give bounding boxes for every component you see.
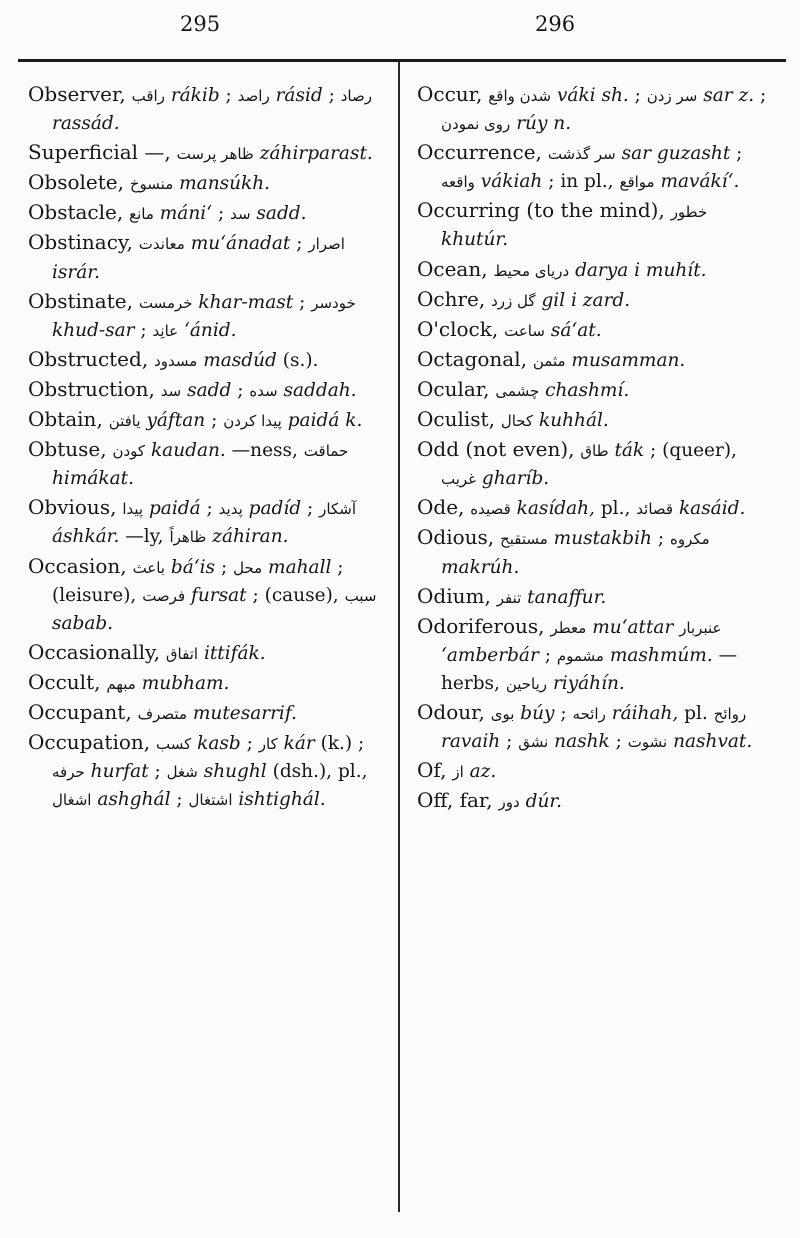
persian-script: محل — [233, 558, 263, 577]
persian-script: مستقبح — [500, 530, 548, 549]
transliteration: khutúr. — [441, 229, 509, 251]
headword: Odious, — [417, 525, 495, 550]
headword: Occasion, — [28, 553, 127, 578]
transliteration: mashmúm. — [609, 644, 713, 666]
transliteration: riyáhín. — [552, 672, 625, 694]
persian-script: ظاهراً — [169, 528, 207, 547]
dictionary-entry — [417, 786, 767, 816]
transliteration: rásid — [275, 85, 323, 106]
entry-text: ; — [237, 379, 244, 401]
dictionary-entry — [417, 255, 767, 285]
persian-script: گل زرد — [491, 291, 536, 310]
transliteration: sadd — [187, 379, 232, 401]
transliteration: sar guzasht — [621, 143, 731, 165]
dictionary-entry — [417, 80, 767, 138]
headword: Obtuse, — [28, 437, 107, 462]
headword: Obstacle, — [28, 200, 124, 225]
transliteration: áshkár. — [52, 526, 120, 548]
persian-script: پيدا — [122, 500, 144, 519]
transliteration: tanaffur. — [527, 586, 607, 608]
entry-text: ; — [206, 498, 213, 520]
persian-script: معاندت — [138, 235, 185, 254]
persian-script: از — [452, 763, 464, 782]
transliteration: chashmí. — [545, 379, 630, 401]
transliteration: bá‘is — [170, 556, 216, 578]
headword: Superficial —, — [28, 140, 171, 165]
transliteration: khar-mast — [198, 291, 294, 313]
dictionary-entry — [417, 345, 767, 375]
persian-script: تنفر — [496, 588, 522, 607]
persian-script: شدن واقع — [488, 87, 552, 105]
entry-text: ; — [544, 644, 551, 666]
transliteration: kaudan. — [150, 440, 226, 462]
dictionary-entry — [417, 405, 767, 435]
persian-script: حماقت — [303, 442, 349, 461]
transliteration: az. — [469, 761, 497, 783]
transliteration: himákat. — [52, 468, 134, 490]
dictionary-entry — [417, 756, 767, 786]
transliteration: hurfat — [90, 761, 149, 783]
transliteration: shughl — [203, 761, 267, 783]
dictionary-entry — [28, 668, 378, 698]
transliteration: mu‘attar — [592, 616, 674, 638]
transliteration: mutesarrif. — [192, 702, 297, 724]
transliteration: mavákí‘. — [660, 171, 740, 193]
persian-script: خرمست — [138, 293, 193, 312]
entry-text: ; — [328, 85, 335, 106]
headword: Oculist, — [417, 407, 495, 432]
transliteration: kasáid. — [678, 498, 746, 520]
transliteration: záhirparast. — [259, 143, 373, 165]
column-divider — [398, 62, 400, 1212]
headword: Odoriferous, — [417, 613, 545, 638]
transliteration: búy — [520, 702, 555, 724]
headword: Obstinate, — [28, 288, 133, 313]
entry-text: ; — [140, 319, 147, 341]
transliteration: musamman. — [571, 349, 686, 371]
entry-text: ; — [225, 85, 232, 106]
dictionary-entry — [417, 612, 767, 698]
transliteration: ‘amberbár — [441, 644, 539, 666]
transliteration: kuhhál. — [539, 410, 609, 432]
dictionary-entry — [28, 493, 378, 551]
headword: Obsolete, — [28, 170, 124, 195]
dictionary-entry — [28, 80, 378, 138]
persian-script: شغل — [166, 763, 198, 782]
persian-script: نشوت — [627, 733, 668, 752]
entry-text: (s.). — [282, 349, 319, 371]
entry-text: ; (leisure), — [52, 556, 344, 606]
headword: Obstructed, — [28, 346, 149, 371]
transliteration: ittifák. — [203, 642, 266, 664]
persian-script: قصيده — [470, 500, 511, 519]
transliteration: padíd — [248, 498, 302, 520]
transliteration: záhiran. — [212, 526, 289, 548]
persian-script: چشمى — [495, 381, 540, 400]
dictionary-entry — [417, 196, 767, 254]
transliteration: mu‘ánadat — [190, 233, 291, 255]
transliteration: fursat — [191, 584, 247, 606]
entry-text: ; — [307, 498, 314, 520]
transliteration: máni‘ — [159, 203, 213, 225]
persian-script: خودسر — [311, 293, 356, 312]
dictionary-entry — [28, 228, 378, 286]
entry-text: ; — [615, 731, 622, 753]
persian-script: دور — [498, 793, 520, 812]
entry-text: ; — [246, 733, 253, 755]
headword: Occasionally, — [28, 639, 161, 664]
transliteration: darya i muhít. — [575, 259, 707, 281]
persian-script: واقعه — [441, 173, 475, 192]
headword: Observer, — [28, 82, 126, 106]
persian-script: سد — [160, 381, 182, 400]
page-number-left: 295 — [180, 12, 221, 36]
transliteration: sá‘at. — [550, 319, 602, 341]
transliteration: vákiah — [480, 171, 543, 193]
persian-script: ظاهر پرست — [176, 145, 254, 164]
headword: Obstinacy, — [28, 230, 133, 255]
headword: Obvious, — [28, 495, 117, 520]
headword: Occurrence, — [417, 140, 542, 165]
left-column — [28, 80, 378, 814]
transliteration: nashvat. — [673, 731, 753, 753]
transliteration: ráihah, — [611, 702, 679, 724]
persian-script: اصرار — [308, 235, 345, 254]
dictionary-entry — [417, 582, 767, 612]
persian-script: راقب — [131, 87, 165, 105]
entry-text: ; — [657, 528, 665, 550]
headword: Odium, — [417, 583, 491, 608]
transliteration: mahall — [268, 556, 332, 578]
persian-script: قصائد — [636, 500, 674, 519]
persian-script: عنبربار — [679, 618, 722, 637]
entry-text: ; — [220, 556, 228, 578]
dictionary-entry — [417, 285, 767, 315]
transliteration: rúy n. — [516, 113, 572, 135]
transliteration: paidá — [148, 498, 201, 520]
transliteration: gharíb. — [481, 468, 550, 490]
persian-script: فرصت — [142, 586, 186, 605]
persian-script: پديد — [218, 500, 243, 519]
entry-text: —ly, — [125, 526, 164, 548]
persian-script: عانِد — [152, 321, 179, 340]
persian-script: نشق — [518, 733, 549, 752]
persian-script: منسوخ — [129, 175, 174, 194]
entry-text: (dsh.), pl., — [272, 761, 368, 783]
dictionary-entry — [28, 552, 378, 638]
headword: Obstruction, — [28, 376, 155, 401]
headword: Of, — [417, 758, 447, 783]
entry-text: — herbs, — [441, 644, 738, 694]
persian-script: معطر — [550, 618, 587, 637]
transliteration: isrár. — [52, 261, 100, 283]
headword: Occupation, — [28, 730, 151, 755]
persian-script: ساعت — [504, 321, 545, 340]
persian-script: مانع — [129, 205, 154, 224]
right-column — [417, 80, 767, 816]
dictionary-entry — [417, 435, 767, 493]
dictionary-entry — [28, 728, 378, 814]
transliteration: váki sh. — [556, 85, 629, 106]
persian-script: حرفه — [52, 763, 85, 782]
dictionary-entry — [28, 287, 378, 345]
persian-script: اتفاق — [165, 644, 199, 663]
entry-text: ; — [217, 203, 225, 225]
persian-script: روى نمودن — [441, 115, 511, 134]
persian-script: درياى محيط — [493, 261, 570, 280]
transliteration: kasídah, — [516, 498, 595, 520]
transliteration: rassád. — [52, 113, 120, 135]
entry-text: ; — [299, 291, 306, 313]
persian-script: مثمن — [532, 351, 566, 370]
persian-script: كحال — [500, 412, 534, 431]
transliteration: sar z. — [703, 85, 755, 106]
headword: Octagonal, — [417, 346, 527, 371]
persian-script: مكروه — [670, 530, 710, 549]
entry-text: ; — [560, 702, 567, 724]
transliteration: ashghál — [97, 789, 171, 811]
persian-script: اشغال — [52, 791, 92, 810]
dictionary-entry — [28, 168, 378, 198]
entry-text: ; — [296, 233, 303, 255]
headword: Occur, — [417, 82, 483, 106]
headword: Odour, — [417, 699, 485, 724]
persian-script: طاق — [580, 442, 609, 461]
transliteration: sadd. — [256, 203, 307, 225]
dictionary-entry — [417, 493, 767, 523]
transliteration: khud-sar — [52, 319, 135, 341]
page-number-right: 296 — [535, 12, 576, 36]
transliteration: ishtighál. — [238, 789, 326, 811]
dictionary-entry — [28, 375, 378, 405]
transliteration: rákib — [170, 85, 220, 106]
dictionary-entry — [417, 698, 767, 756]
transliteration: ravaih — [441, 731, 501, 753]
persian-script: سده — [249, 381, 278, 400]
transliteration: mustakbih — [553, 528, 652, 550]
entry-text: pl. — [684, 702, 708, 724]
headword: O'clock, — [417, 316, 499, 341]
transliteration: ták — [614, 440, 645, 462]
persian-script: كسب — [156, 735, 192, 754]
dictionary-entry — [417, 138, 767, 196]
transliteration: mansúkh. — [179, 173, 271, 195]
persian-script: آشكار — [319, 500, 356, 519]
persian-script: يافتن — [108, 412, 141, 431]
entry-text: ; — [211, 410, 218, 432]
transliteration: dúr. — [525, 791, 563, 813]
persian-script: غريب — [441, 470, 477, 489]
headword: Ocean, — [417, 256, 488, 281]
headword: Ochre, — [417, 286, 486, 311]
transliteration: paidá k. — [287, 410, 363, 432]
dictionary-entry — [28, 638, 378, 668]
dictionary-entry — [417, 375, 767, 405]
dictionary-entry — [417, 523, 767, 581]
headword: Ocular, — [417, 376, 490, 401]
persian-script: خطور — [670, 203, 708, 222]
transliteration: ‘ánid. — [184, 319, 237, 341]
headword: Occult, — [28, 669, 101, 694]
persian-script: بوى — [490, 704, 515, 723]
transliteration: sabab. — [52, 612, 114, 634]
persian-script: رائحه — [572, 704, 606, 723]
entry-text: ; — [154, 761, 161, 783]
entry-text: ; — [176, 789, 183, 811]
persian-script: سر زدن — [646, 87, 698, 105]
entry-text: pl., — [600, 498, 631, 520]
transliteration: saddah. — [283, 379, 357, 401]
transliteration: kasb — [197, 733, 241, 755]
persian-script: مشموم — [556, 646, 604, 665]
dictionary-entry — [417, 315, 767, 345]
entry-text: —ness, — [231, 440, 298, 462]
entry-text: ; — [760, 85, 767, 106]
transliteration: nashk — [554, 731, 610, 753]
header-rule — [18, 59, 786, 62]
entry-text: ; — [736, 143, 743, 165]
persian-script: كودن — [112, 442, 146, 461]
transliteration: kár — [283, 733, 315, 755]
persian-script: مبهم — [106, 674, 136, 693]
persian-script: سد — [230, 205, 251, 224]
persian-script: كار — [258, 735, 278, 754]
headword: Off, far, — [417, 788, 493, 813]
headword: Odd (not even), — [417, 437, 575, 462]
dictionary-entry — [28, 138, 378, 168]
persian-script: راصد — [237, 87, 270, 105]
transliteration: makrúh. — [441, 556, 520, 578]
dictionary-entry — [28, 198, 378, 228]
headword: Obtain, — [28, 407, 103, 432]
persian-script: مواقع — [619, 173, 655, 192]
transliteration: gil i zard. — [541, 289, 631, 311]
persian-script: مسدود — [154, 351, 198, 370]
entry-text: (k.) ; — [320, 733, 365, 755]
persian-script: اشتغال — [188, 791, 233, 810]
persian-script: پيدا كردن — [223, 412, 282, 431]
persian-script: سر گذشت — [547, 145, 616, 164]
dictionary-entry — [28, 405, 378, 435]
entry-text: ; in pl., — [548, 171, 614, 193]
headword: Ode, — [417, 495, 465, 520]
persian-script: روائح — [713, 704, 747, 723]
headword: Occupant, — [28, 699, 132, 724]
persian-script: متصرف — [137, 704, 187, 723]
entry-text: ; — [634, 85, 641, 106]
entry-text: ; (queer), — [650, 440, 737, 462]
persian-script: رياحين — [505, 674, 548, 693]
persian-script: رصاد — [340, 87, 372, 105]
persian-script: سبب — [344, 586, 377, 605]
transliteration: yáftan — [146, 410, 206, 432]
dictionary-entry — [28, 698, 378, 728]
transliteration: masdúd — [203, 349, 277, 371]
transliteration: mubham. — [141, 672, 230, 694]
persian-script: باعث — [132, 558, 165, 577]
dictionary-entry — [28, 345, 378, 375]
entry-text: ; (cause), — [252, 584, 339, 606]
dictionary-entry — [28, 435, 378, 493]
headword: Occurring (to the mind), — [417, 198, 665, 223]
entry-text: ; — [506, 731, 513, 753]
